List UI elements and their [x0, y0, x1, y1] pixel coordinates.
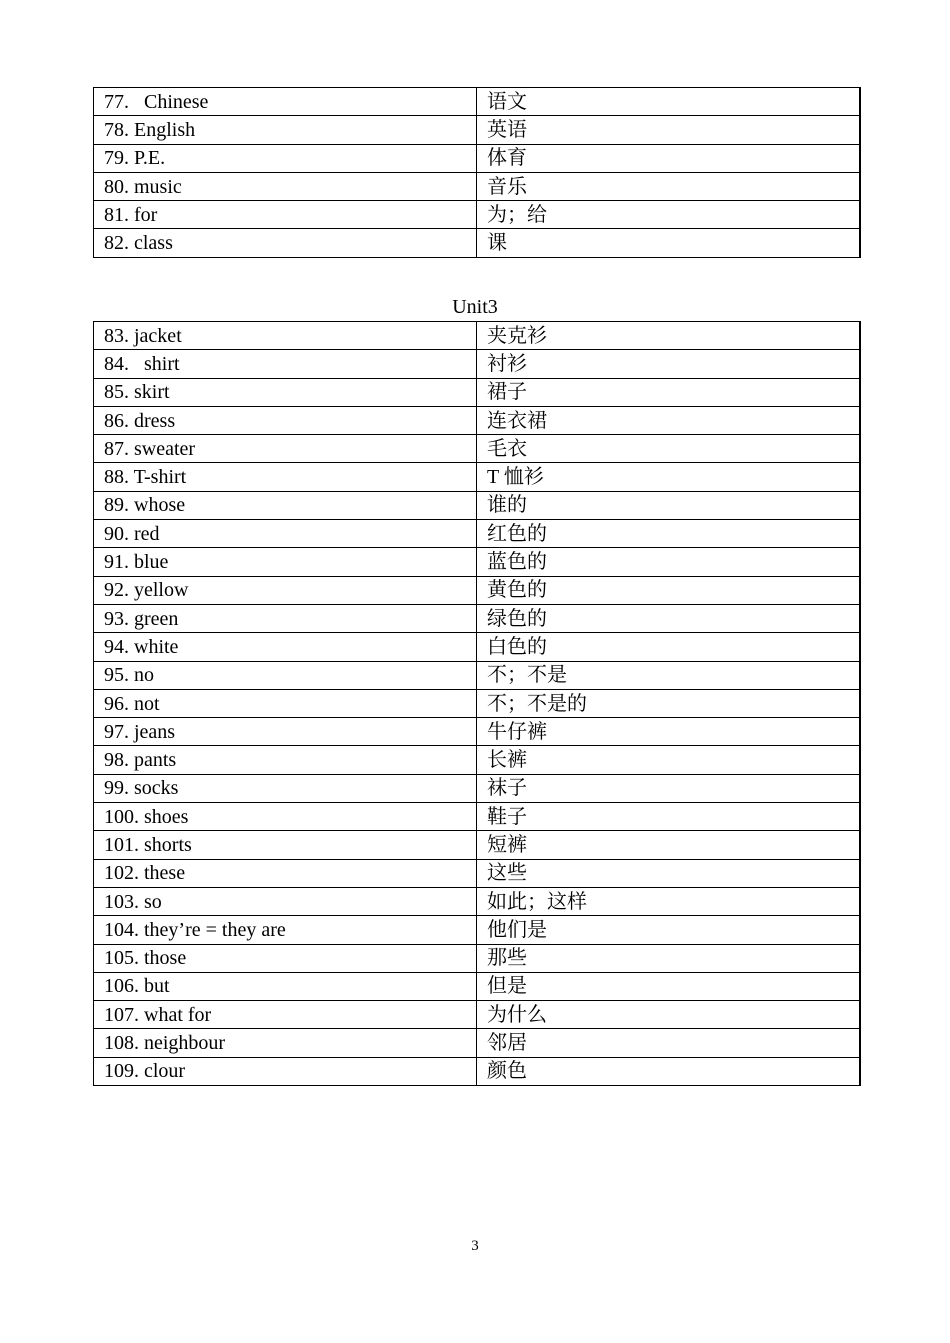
english-word-cell: 90. red — [94, 520, 477, 548]
table-row — [94, 406, 860, 434]
table-row — [94, 378, 860, 406]
chinese-meaning-cell: 蓝色的 — [477, 548, 860, 576]
english-word-cell: 100. shoes — [94, 803, 477, 831]
chinese-meaning-cell: 连衣裙 — [477, 406, 860, 434]
table-row — [94, 718, 860, 746]
english-word-cell: 99. socks — [94, 774, 477, 802]
english-word-cell: 77. Chinese — [94, 88, 477, 116]
table-row — [94, 548, 860, 576]
english-word-cell: 96. not — [94, 689, 477, 717]
chinese-meaning-cell: 课 — [477, 229, 860, 257]
english-word-cell: 93. green — [94, 604, 477, 632]
english-word-cell: 92. yellow — [94, 576, 477, 604]
chinese-meaning-cell: 白色的 — [477, 633, 860, 661]
english-word-cell: 97. jeans — [94, 718, 477, 746]
chinese-meaning-cell: 为；给 — [477, 201, 860, 229]
table-row — [94, 831, 860, 859]
table-row — [94, 463, 860, 491]
chinese-meaning-cell: 音乐 — [477, 172, 860, 200]
english-word-cell: 82. class — [94, 229, 477, 257]
chinese-meaning-cell: 衬衫 — [477, 350, 860, 378]
chinese-meaning-cell: 但是 — [477, 972, 860, 1000]
chinese-meaning-cell: 颜色 — [477, 1057, 860, 1085]
chinese-meaning-cell: 体育 — [477, 144, 860, 172]
english-word-cell: 95. no — [94, 661, 477, 689]
chinese-meaning-cell: 语文 — [477, 88, 860, 116]
chinese-meaning-cell: 长裤 — [477, 746, 860, 774]
table-row — [94, 88, 860, 116]
chinese-meaning-cell: 谁的 — [477, 491, 860, 519]
vocab-table-body — [94, 322, 860, 1086]
english-word-cell: 101. shorts — [94, 831, 477, 859]
chinese-meaning-cell: 夹克衫 — [477, 322, 860, 350]
vocab-table-unit3 — [93, 321, 861, 1086]
english-word-cell: 108. neighbour — [94, 1029, 477, 1057]
chinese-meaning-cell: 如此；这样 — [477, 887, 860, 915]
table-row — [94, 1029, 860, 1057]
english-word-cell: 91. blue — [94, 548, 477, 576]
chinese-meaning-cell: 红色的 — [477, 520, 860, 548]
table-row — [94, 1057, 860, 1085]
chinese-meaning-cell: 邻居 — [477, 1029, 860, 1057]
chinese-meaning-cell: 绿色的 — [477, 604, 860, 632]
english-word-cell: 107. what for — [94, 1001, 477, 1029]
english-word-cell: 89. whose — [94, 491, 477, 519]
english-word-cell: 102. these — [94, 859, 477, 887]
chinese-meaning-cell: 他们是 — [477, 916, 860, 944]
english-word-cell: 94. white — [94, 633, 477, 661]
table-row — [94, 887, 860, 915]
table-row — [94, 144, 860, 172]
chinese-meaning-cell: 袜子 — [477, 774, 860, 802]
chinese-meaning-cell: 裙子 — [477, 378, 860, 406]
english-word-cell: 85. skirt — [94, 378, 477, 406]
english-word-cell: 87. sweater — [94, 435, 477, 463]
page-number: 3 — [471, 1238, 479, 1254]
chinese-meaning-cell: 这些 — [477, 859, 860, 887]
table-row — [94, 435, 860, 463]
chinese-meaning-cell: 那些 — [477, 944, 860, 972]
table-row — [94, 746, 860, 774]
table-row — [94, 944, 860, 972]
english-word-cell: 81. for — [94, 201, 477, 229]
table-row — [94, 1001, 860, 1029]
table-row — [94, 520, 860, 548]
chinese-meaning-cell: 英语 — [477, 116, 860, 144]
chinese-meaning-cell: 不；不是 — [477, 661, 860, 689]
chinese-meaning-cell: 毛衣 — [477, 435, 860, 463]
english-word-cell: 98. pants — [94, 746, 477, 774]
english-word-cell: 88. T-shirt — [94, 463, 477, 491]
english-word-cell: 80. music — [94, 172, 477, 200]
chinese-meaning-cell: T 恤衫 — [477, 463, 860, 491]
table-row — [94, 803, 860, 831]
unit-heading: Unit3 — [452, 296, 498, 318]
table-row — [94, 172, 860, 200]
english-word-cell: 86. dress — [94, 406, 477, 434]
english-word-cell: 83. jacket — [94, 322, 477, 350]
table-row — [94, 774, 860, 802]
table-row — [94, 859, 860, 887]
table-row — [94, 576, 860, 604]
chinese-meaning-cell: 鞋子 — [477, 803, 860, 831]
english-word-cell: 78. English — [94, 116, 477, 144]
english-word-cell: 106. but — [94, 972, 477, 1000]
table-row — [94, 491, 860, 519]
table-row — [94, 972, 860, 1000]
english-word-cell: 79. P.E. — [94, 144, 477, 172]
table-row — [94, 201, 860, 229]
english-word-cell: 104. they’re = they are — [94, 916, 477, 944]
chinese-meaning-cell: 不；不是的 — [477, 689, 860, 717]
table-row — [94, 322, 860, 350]
table-row — [94, 116, 860, 144]
chinese-meaning-cell: 短裤 — [477, 831, 860, 859]
table-row — [94, 661, 860, 689]
table-row — [94, 229, 860, 257]
english-word-cell: 103. so — [94, 887, 477, 915]
table-row — [94, 916, 860, 944]
chinese-meaning-cell: 牛仔裤 — [477, 718, 860, 746]
chinese-meaning-cell: 为什么 — [477, 1001, 860, 1029]
table-row — [94, 350, 860, 378]
vocab-table-continued — [93, 87, 861, 258]
table-row — [94, 689, 860, 717]
table-row — [94, 633, 860, 661]
english-word-cell: 109. clour — [94, 1057, 477, 1085]
chinese-meaning-cell: 黄色的 — [477, 576, 860, 604]
vocab-table-body — [94, 88, 860, 258]
table-row — [94, 604, 860, 632]
english-word-cell: 105. those — [94, 944, 477, 972]
english-word-cell: 84. shirt — [94, 350, 477, 378]
